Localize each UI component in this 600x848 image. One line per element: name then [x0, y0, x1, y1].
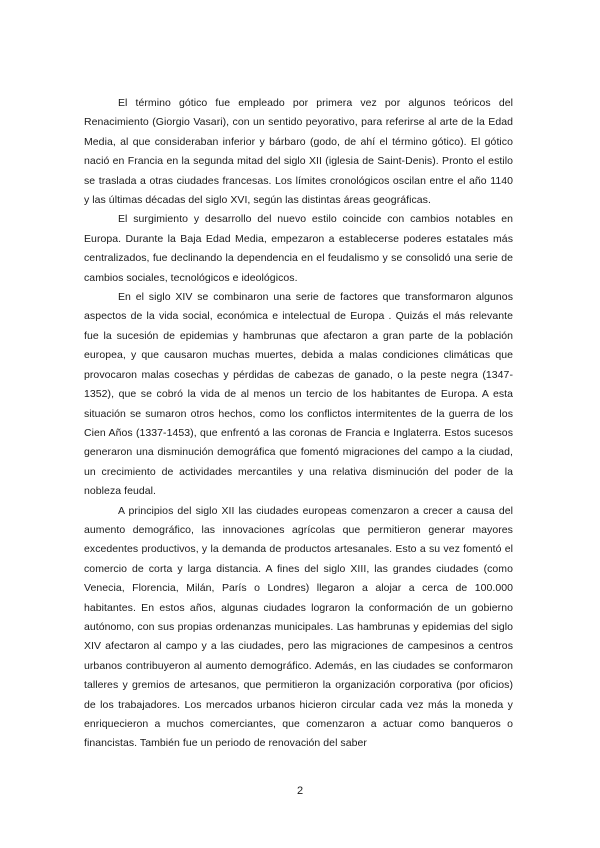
page-number: 2: [296, 785, 304, 797]
body-text: [84, 94, 513, 754]
paragraph-fourteenth-century: En el siglo XIV se combinaron una serie de factores que transformaron algunos aspectos de la vida social, económica e intelectual de Europa . Quizás el más relevante fue la sucesión de epidemias y hambrunas que afectaron a gran parte de la población europea, y que causaron muchas muertes, debida a malas condiciones climáticas que provocaron malas cosechas y pérdidas de cabezas de ganado, o la peste negra (1347-1352), que se cobró la vida de al menos un tercio de los habitantes de Europa. A esta situación se sumaron otros hechos, como los conflictos intermitentes de la guerra de los Cien Años (1337-1453), que enfrentó a las coronas de Francia e Inglaterra. Estos sucesos generaron una disminución demográfica que fomentó migraciones del campo a la ciudad, un crecimiento de actividades mercantiles y una relativa disminución del poder de la nobleza feudal.: [84, 291, 513, 498]
paragraph-city-growth: A principios del siglo XII las ciudades europeas comenzaron a crecer a causa del aumento demográfico, las innovaciones agrícolas que permitieron generar mayores excedentes productivos, y la demanda de productos artesanales. Esto a su vez fomentó el comercio de corta y larga distancia. A fines del siglo XIII, las grandes ciudades (como Venecia, Florencia, Milán, París o Londres) llegaron a alojar a cerca de 100.000 habitantes. En estos años, algunas ciudades lograron la conformación de un gobierno autónomo, con sus propias ordenanzas municipales. Las hambrunas y epidemias del siglo XIV afectaron al campo y a las ciudades, pero las migraciones de campesinos a centros urbanos contribuyeron al aumento demográfico. Además, en las ciudades se conformaron talleres y gremios de artesanos, que permitieron la organización corporativa (por oficios) de los trabajadores. Los mercados urbanos hicieron circular cada vez más la moneda y enriquecieron a muchos comerciantes, que comenzaron a actuar como banqueros o financistas. También fue un periodo de renovación del saber: [84, 504, 513, 750]
paragraph-gothic-origin: El término gótico fue empleado por primera vez por algunos teóricos del Renacimiento (Giorgio Vasari), con un sentido peyorativo, para referirse al arte de la Edad Media, al que consideraban inferior y bárbaro (godo, de ahí el término gótico). El gótico nació en Francia en la segunda mitad del siglo XII (iglesia de Saint-Denis). Pronto el estilo se traslada a otras ciudades francesas. Los límites cronológicos oscilan entre el año 1140 y las últimas décadas del siglo XVI, según las distintas áreas geográficas.: [84, 97, 513, 207]
paragraph-late-middle-ages: El surgimiento y desarrollo del nuevo estilo coincide con cambios notables en Europa. Durante la Baja Edad Media, empezaron a establecerse poderes estatales más centralizados, fue declinando la dependencia en el feudalismo y se consolidó una serie de cambios sociales, tecnológicos e ideológicos.: [84, 213, 513, 284]
